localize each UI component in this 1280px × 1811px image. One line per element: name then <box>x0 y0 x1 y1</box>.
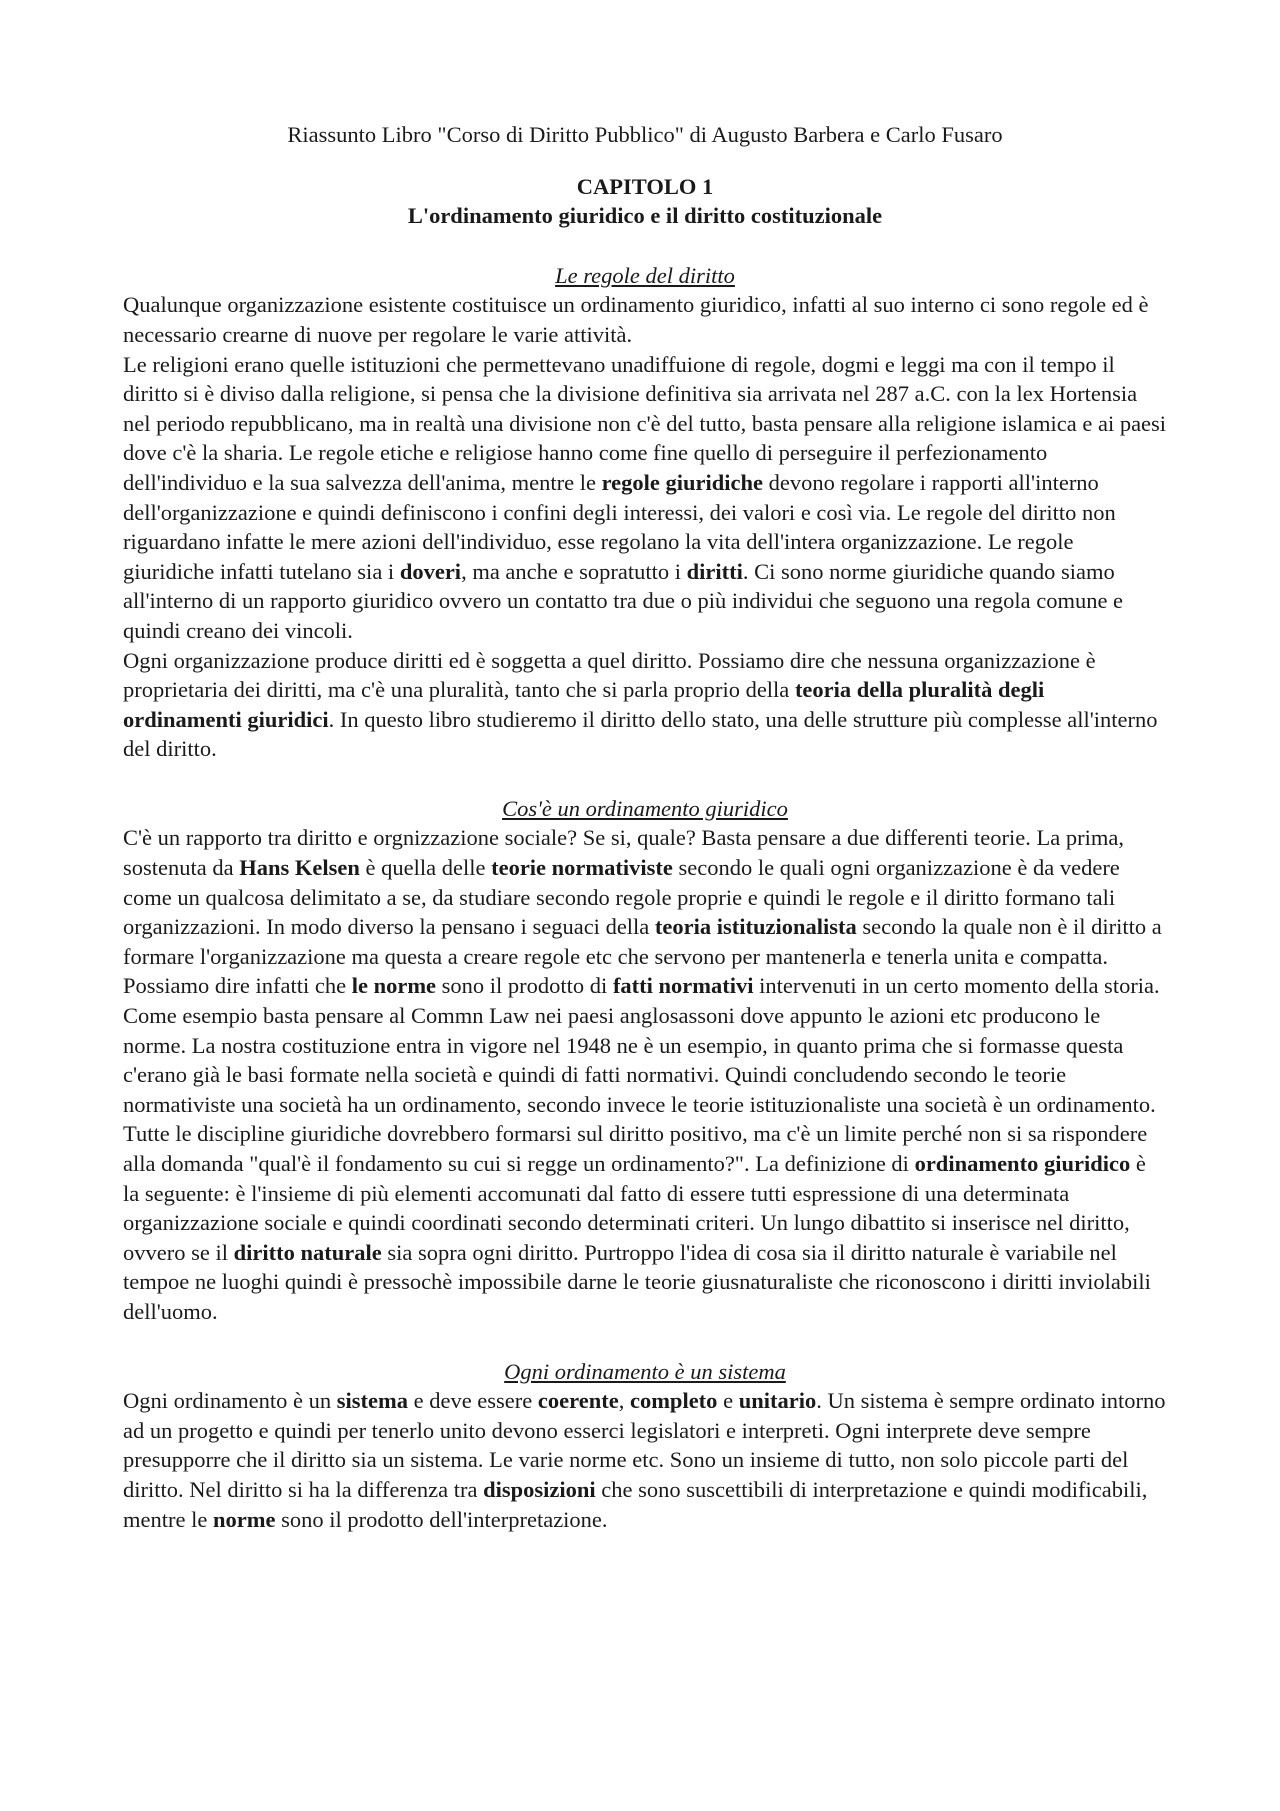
bold-term: diritti <box>686 558 743 584</box>
text-run: è la seguente: è l'insieme di più elementi accomunati dal fatto di essere tutti espressione di una determinata organizzazione sociale e quindi coordinati secondo determinati criteri. Un lungo dibattito si inserisce nel diritto, ovvero se il <box>123 1151 1146 1265</box>
bold-term: coerente <box>537 1388 619 1414</box>
section-ordinamento-sistema <box>123 1357 1167 1535</box>
bold-term: ordinamento giuridico <box>914 1151 1131 1176</box>
bold-term: teoria della pluralità degli ordinamenti giuridici <box>123 677 1045 732</box>
text-run: Ogni organizzazione produce diritti ed è soggetta a quel diritto. Possiamo dire che nessuna organizzazione è proprietaria dei diritti, ma c'è una pluralità, tanto che si parla proprio della <box>123 647 1096 703</box>
section-heading: Le regole del diritto <box>555 262 735 288</box>
text-run: secondo la quale non è il diritto a formare l'organizzazione ma questa a creare regole etc che servono per mantenerla e tenerla unita e compatta. Possiamo dire infatti che <box>123 914 1162 999</box>
bold-term: teorie normativiste <box>491 855 673 881</box>
text-run: sono il prodotto dell'interpretazione. <box>275 1506 608 1532</box>
text-run: Ogni ordinamento è un <box>123 1388 337 1414</box>
bold-term: completo <box>629 1388 718 1414</box>
text-run: sono il prodotto di <box>436 973 613 999</box>
bold-term: teoria istituzionalista <box>654 914 857 940</box>
document-title: Riassunto Libro "Corso di Diritto Pubblico" di Augusto Barbera e Carlo Fusaro <box>287 122 1003 147</box>
text-run: e deve essere <box>407 1388 538 1414</box>
section-ordinamento-giuridico <box>123 794 1167 1327</box>
bold-term: fatti normativi <box>612 973 754 999</box>
text-run: C'è un rapporto tra diritto e orgnizzazione sociale? Se si, quale? Basta pensare a due differenti teorie. La prima, sostenuta da <box>123 825 1124 881</box>
paragraph <box>123 1386 1167 1534</box>
bold-term: unitario <box>738 1388 817 1414</box>
text-run: . In questo libro studieremo il diritto dello stato, una delle strutture più complesse all'interno del diritto. <box>123 706 1158 762</box>
text-run: Le religioni erano quelle istituzioni che permettevano unadiffuione di regole, dogmi e leggi ma con il tempo il diritto si è diviso dalla religione, si pensa che la divisione definitiva sia arrivata nel 287 a.C. con la lex Hortensia nel periodo repubblicano, ma in realtà una divisione non c'è del tutto, basta pensare alla religione islamica e ai paesi dove c'è la sharia. Le regole etiche e religiose hanno come fine quello di perseguire il perfezionamento dell'individuo e la sua salvezza dell'anima, mentre le <box>123 351 1167 495</box>
paragraph: Qualunque organizzazione esistente costituisce un ordinamento giuridico, infatti al suo interno ci sono regole ed è necessario crearne di nuove per regolare le varie attività. <box>123 292 1149 347</box>
text-run: devono regolare i rapporti all'interno dell'organizzazione e quindi definiscono i confini degli interessi, dei valori e così via. Le regole del diritto non riguardano infatte le mere azioni dell'individuo, esse regolano la vita dell'intera organizzazione. Le regole giuridiche infatti tutelano sia i <box>123 469 1116 584</box>
bold-term: le norme <box>351 973 437 999</box>
text-run: che sono suscettibili di interpretazione e quindi modificabili, mentre le <box>123 1476 1148 1532</box>
chapter-number: CAPITOLO 1 <box>576 173 714 199</box>
document-page <box>123 120 1167 1564</box>
paragraph <box>123 350 1167 646</box>
text-run: secondo le quali ogni organizzazione è da vedere come un qualcosa delimitato a se, da studiare secondo regole proprie e quindi le regole e il diritto formano tali organizzazioni. In modo diverso la pensano i seguaci della <box>123 855 1120 940</box>
text-run: e <box>717 1388 739 1414</box>
text-run: sia sopra ogni diritto. Purtroppo l'idea di cosa sia il diritto naturale è variabile nel tempoe ne luoghi quindi è pressochè impossibile darne le teorie giusnaturaliste che riconoscono i diritti inviolabili dell'uomo. <box>123 1239 1151 1324</box>
text-run: è quella delle <box>359 855 492 881</box>
paragraph <box>123 646 1167 764</box>
bold-term: doveri <box>399 558 462 584</box>
paragraph <box>123 823 1167 1326</box>
text-run: intervenuti in un certo momento della storia. Come esempio basta pensare al Commn Law nei paesi anglosassoni dove appunto le azioni etc producono le norme. La nostra costituzione entra in vigore nel 1948 ne è un esempio, in quanto prima che si formasse questa c'erano già le basi formate nella società e quindi di fatti normativi. Quindi concludendo secondo le teorie normativiste una società ha un ordinamento, secondo invece le teorie istituzionaliste una società è un ordinamento. Tutte le discipline giuridiche dovrebbero formarsi sul diritto positivo, ma c'è un limite perché non si sa rispondere alla domanda "qual'è il fondamento su cui si regge un ordinamento?". La definizione di <box>123 973 1160 1176</box>
bold-term: disposizioni <box>483 1476 596 1502</box>
chapter-subtitle: L'ordinamento giuridico e il diritto costituzionale <box>407 203 883 229</box>
text-run: . Un sistema è sempre ordinato intorno ad un progetto e quindi per tenerlo unito devono esserci legislatori e interpreti. Ogni interprete deve sempre presupporre che il diritto sia un sistema. Le varie norme etc. Sono un insieme di tutto, non solo piccole parti del diritto. Nel diritto si ha la differenza tra <box>123 1388 1166 1502</box>
section-heading: Cos'è un ordinamento giuridico <box>502 795 788 821</box>
text-run: . Ci sono norme giuridiche quando siamo all'interno di un rapporto giuridico ovvero un contatto tra due o più individui che seguono una regola comune e quindi creano dei vincoli. <box>123 558 1124 643</box>
text-run: , ma anche e sopratutto i <box>461 558 687 584</box>
bold-term: norme <box>212 1506 276 1532</box>
section-heading: Ogni ordinamento è un sistema <box>504 1358 786 1384</box>
bold-term: sistema <box>336 1388 408 1414</box>
bold-term: Hans Kelsen <box>239 855 360 881</box>
bold-term: regole giuridiche <box>601 469 763 495</box>
bold-term: diritto naturale <box>233 1239 382 1265</box>
text-run: , <box>618 1388 630 1414</box>
section-regole-del-diritto <box>123 261 1167 764</box>
